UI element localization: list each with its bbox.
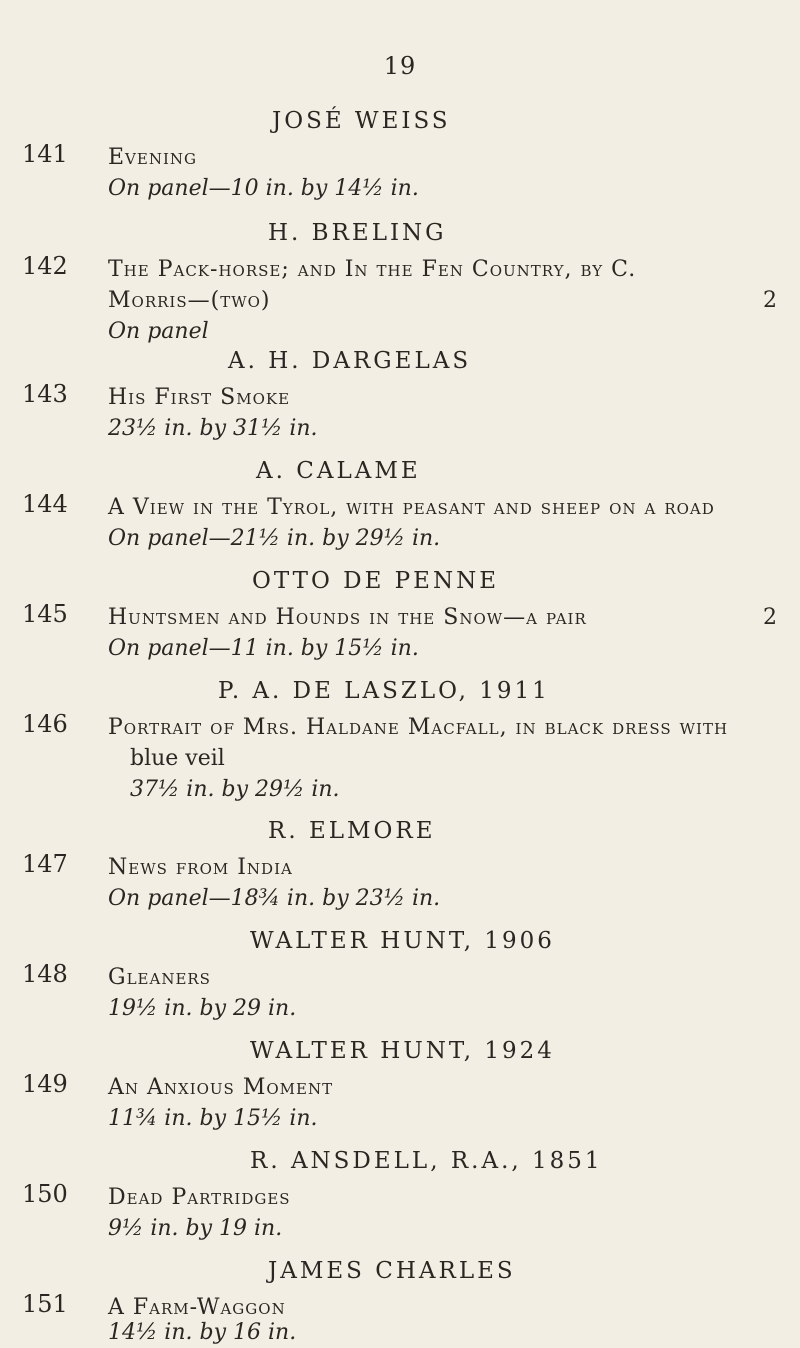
lot-title: An Anxious Moment	[108, 1075, 334, 1100]
lot-detail: 11¾ in. by 15½ in.	[108, 1106, 318, 1131]
artist-name: P. A. DE LASZLO, 1911	[218, 678, 550, 704]
artist-name: H. BRELING	[268, 220, 447, 246]
lot-title: A Farm-Waggon	[108, 1295, 286, 1320]
lot-detail: On panel—11 in. by 15½ in.	[108, 636, 419, 661]
artist-name: A. CALAME	[256, 458, 421, 484]
lot-title-text: Huntsmen and Hounds in the Snow—a pair	[108, 605, 587, 630]
lot-number: 150	[22, 1180, 68, 1208]
lot-detail: 23½ in. by 31½ in.	[108, 416, 318, 441]
lot-title-continuation: blue veil	[130, 746, 225, 771]
artist-name: JAMES CHARLES	[268, 1258, 516, 1284]
lot-detail: On panel	[108, 319, 209, 344]
artist-name: WALTER HUNT, 1906	[250, 928, 555, 954]
lot-quantity: 2	[763, 605, 778, 630]
lot-detail: 19½ in. by 29 in.	[108, 996, 297, 1021]
lot-quantity: 2	[763, 288, 778, 313]
lot-title-continuation: Morris—(two)	[108, 288, 271, 313]
lot-number: 141	[22, 140, 68, 168]
artist-name: R. ELMORE	[268, 818, 436, 844]
artist-name: OTTO DE PENNE	[252, 568, 499, 594]
lot-number: 145	[22, 600, 68, 628]
lot-detail: 9½ in. by 19 in.	[108, 1216, 283, 1241]
artist-name: R. ANSDELL, R.A., 1851	[250, 1148, 603, 1174]
lot-detail: 37½ in. by 29½ in.	[130, 777, 340, 802]
lot-title: Evening	[108, 145, 197, 170]
lot-detail: On panel—18¾ in. by 23½ in.	[108, 886, 441, 911]
lot-title: Portrait of Mrs. Haldane Macfall, in black dress with	[108, 715, 729, 740]
lot-detail: 14½ in. by 16 in.	[108, 1320, 297, 1345]
lot-title	[108, 254, 778, 285]
lot-title: A View in the Tyrol, with peasant and sheep on a road	[108, 495, 715, 520]
lot-title	[108, 602, 778, 633]
lot-number: 149	[22, 1070, 68, 1098]
artist-name: WALTER HUNT, 1924	[250, 1038, 555, 1064]
lot-title: Gleaners	[108, 965, 211, 990]
lot-title-text: The Pack-horse; and In the Fen Country, by C.	[108, 257, 637, 282]
lot-number: 144	[22, 490, 68, 518]
lot-number: 147	[22, 850, 68, 878]
lot-detail: On panel—21½ in. by 29½ in.	[108, 526, 441, 551]
lot-detail: On panel—10 in. by 14½ in.	[108, 176, 419, 201]
lot-title: Dead Partridges	[108, 1185, 291, 1210]
lot-number: 146	[22, 710, 68, 738]
lot-number: 142	[22, 252, 68, 280]
lot-number: 148	[22, 960, 68, 988]
page-number: 19	[383, 52, 417, 80]
lot-title: News from India	[108, 855, 293, 880]
artist-name: A. H. DARGELAS	[228, 348, 472, 374]
lot-number: 143	[22, 380, 68, 408]
artist-name: JOSÉ WEISS	[272, 108, 451, 134]
lot-number: 151	[22, 1290, 68, 1318]
lot-title: His First Smoke	[108, 385, 291, 410]
